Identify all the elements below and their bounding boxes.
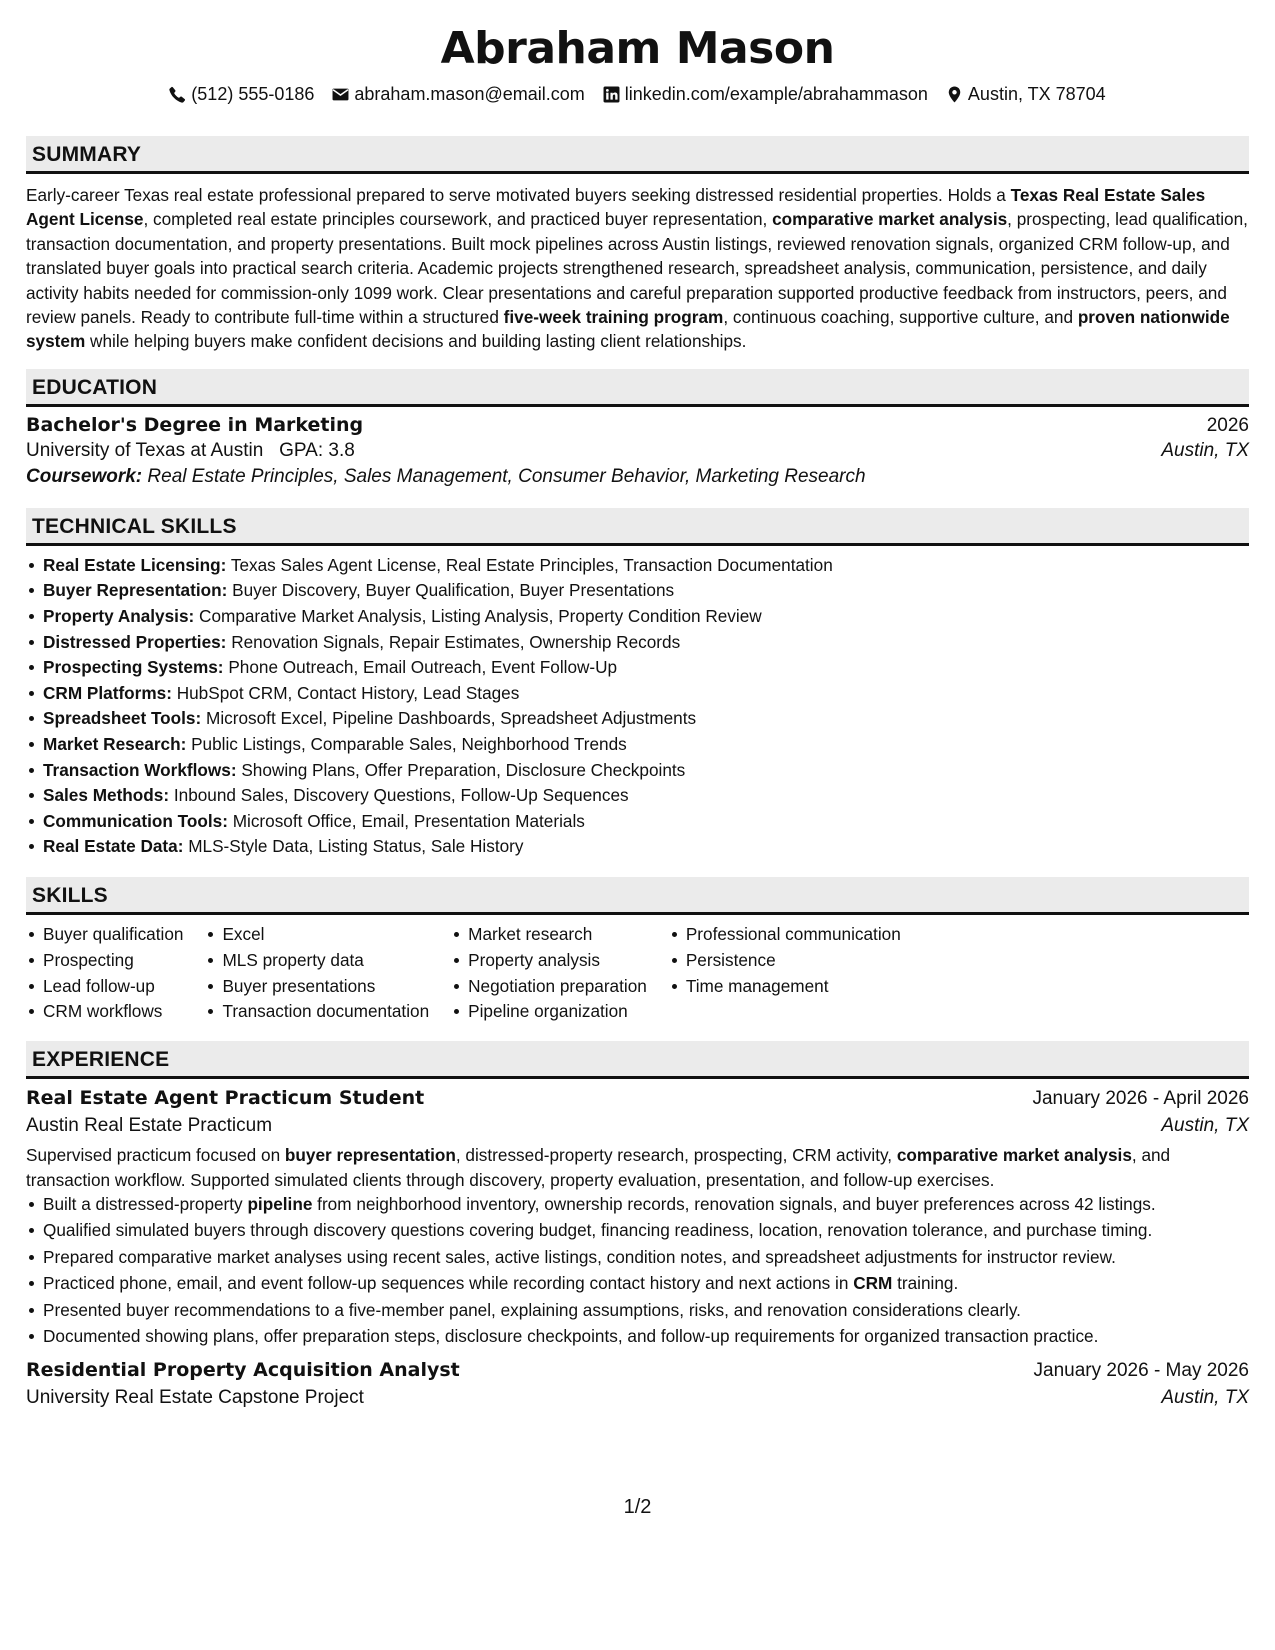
list-item [43, 783, 1249, 809]
list-item: MLS property data [222, 948, 429, 974]
skill-category: Property Analysis: [43, 606, 195, 627]
skill-values: Microsoft Office, Email, Presentation Materials [232, 810, 585, 831]
summary-text: , prospecting, lead qualification, transaction documentation, and property presentations. Built mock pipelines across Austin listings, reviewed renovation signals, organized CRM follow-up, and translated buyer goals into practical search criteria. Academic projects strengthened research, spreadsheet analysis, communication, persistence, and daily activity habits needed for commission-only 1099 work. Clear presentations and careful preparation supported productive feedback from instructors, peers, and review panels. Ready to contribute full-time within a structured [26, 209, 1248, 328]
job-dates: January 2026 - April 2026 [1032, 1088, 1249, 1110]
skills-column [205, 922, 451, 1025]
education-school-row [26, 440, 1249, 462]
skills-column [669, 922, 923, 1025]
job-entry [26, 1359, 1249, 1409]
list-item [43, 681, 1249, 707]
gpa: GPA: 3.8 [279, 439, 355, 461]
job-bullets [26, 1192, 1249, 1348]
skill-values: Comparative Market Analysis, Listing Analysis, Property Condition Review [199, 606, 762, 627]
envelope-icon [332, 86, 349, 103]
list-item [43, 706, 1249, 732]
school-name: University of Texas at Austin [26, 439, 264, 461]
bullet-text: training. [892, 1273, 959, 1294]
list-item: Pipeline organization [468, 999, 647, 1025]
list-item: Negotiation preparation [468, 974, 647, 1000]
summary-emphasis: Texas Real Estate Sales Agent License [26, 185, 1206, 230]
technical-skills-list [26, 553, 1249, 860]
linkedin-icon [603, 86, 620, 103]
job-title-row [26, 1087, 1249, 1110]
job-summary-text: Supervised practicum focused on [26, 1145, 285, 1166]
skill-category: Buyer Representation: [43, 580, 228, 601]
list-item: Transaction documentation [222, 999, 429, 1025]
contact-location [946, 82, 1106, 106]
linkedin-text[interactable]: linkedin.com/example/abrahammason [624, 84, 928, 104]
job-summary-text: , distressed-property research, prospecting, CRM activity, [455, 1145, 897, 1166]
list-item [43, 834, 1249, 860]
list-item: Market research [468, 922, 647, 948]
list-item: Professional communication [686, 922, 901, 948]
skill-values: MLS-Style Data, Listing Status, Sale History [188, 836, 524, 857]
job-summary-emphasis: buyer representation [284, 1145, 456, 1166]
coursework-label: Coursework: [26, 465, 143, 487]
summary-text: , continuous coaching, supportive culture, and [723, 307, 1078, 328]
graduation-year: 2026 [1206, 414, 1249, 436]
summary-text: while helping buyers make confident decisions and building lasting client relationships. [85, 331, 747, 352]
job-org-row [26, 1387, 1249, 1409]
skill-values: Renovation Signals, Repair Estimates, Ownership Records [231, 631, 681, 652]
job-location: Austin, TX [1161, 1387, 1249, 1409]
job-summary-text: , and transaction workflow. Supported simulated clients through discovery, property evaluation, presentation, and follow-up exercises. [26, 1145, 1171, 1190]
summary-text: , completed real estate principles coursework, and practiced buyer representation, [143, 209, 773, 230]
coursework-line [26, 466, 1249, 488]
list-item [43, 1192, 1249, 1216]
summary-emphasis: proven nationwide system [26, 307, 1230, 352]
school-location: Austin, TX [1161, 439, 1249, 461]
degree-title: Bachelor's Degree in Marketing [26, 413, 364, 436]
job-summary-emphasis: comparative market analysis [896, 1145, 1132, 1166]
skill-category: Communication Tools: [43, 810, 228, 831]
skill-values: Microsoft Excel, Pipeline Dashboards, Spreadsheet Adjustments [206, 708, 697, 729]
list-item [43, 630, 1249, 656]
skill-values: Buyer Discovery, Buyer Qualification, Buyer Presentations [232, 580, 675, 601]
job-title: Residential Property Acquisition Analyst [26, 1359, 460, 1382]
list-item [43, 655, 1249, 681]
contact-linkedin[interactable] [603, 82, 928, 106]
skills-column [26, 922, 205, 1025]
bullet-text: Presented buyer recommendations to a five-member panel, explaining assumptions, risks, and renovation considerations clearly. [43, 1299, 1021, 1320]
section-heading-experience: EXPERIENCE [26, 1041, 1249, 1079]
map-pin-icon [946, 86, 963, 103]
list-item: Buyer qualification [43, 922, 183, 948]
skill-values: Phone Outreach, Email Outreach, Event Follow-Up [228, 657, 618, 678]
list-item: CRM workflows [43, 999, 183, 1025]
job-title-row [26, 1359, 1249, 1382]
list-item [43, 1298, 1249, 1322]
list-item: Buyer presentations [222, 974, 429, 1000]
list-item [43, 732, 1249, 758]
skill-values: Texas Sales Agent License, Real Estate Principles, Transaction Documentation [230, 554, 833, 575]
contact-line [26, 82, 1249, 106]
candidate-name: Abraham Mason [440, 23, 835, 74]
location-text: Austin, TX 78704 [967, 84, 1106, 104]
list-item [43, 1271, 1249, 1295]
education-degree-row [26, 414, 1249, 437]
list-item: Time management [686, 974, 901, 1000]
summary-text: Early-career Texas real estate professional prepared to serve motivated buyers seeking distressed residential properties. Holds a [26, 185, 1011, 205]
bullet-text: Prepared comparative market analyses using recent sales, active listings, condition notes, and spreadsheet adjustments for instructor review. [43, 1246, 1116, 1267]
job-org-row [26, 1115, 1249, 1137]
bullet-emphasis: CRM [853, 1273, 893, 1294]
skill-category: Prospecting Systems: [43, 657, 224, 678]
skill-values: Inbound Sales, Discovery Questions, Follow-Up Sequences [173, 785, 629, 806]
list-item [43, 1218, 1249, 1242]
bullet-text: Qualified simulated buyers through discovery questions covering budget, financing readiness, location, renovation tolerance, and purchase timing. [43, 1220, 1153, 1241]
list-item [43, 553, 1249, 579]
skill-category: Spreadsheet Tools: [43, 708, 202, 729]
skill-values: HubSpot CRM, Contact History, Lead Stages [176, 682, 520, 703]
school-line [26, 440, 355, 462]
skill-category: Sales Methods: [43, 785, 170, 806]
job-location: Austin, TX [1161, 1115, 1249, 1137]
job-title: Real Estate Agent Practicum Student [26, 1087, 425, 1110]
phone-text: (512) 555-0186 [191, 84, 315, 104]
list-item [43, 1245, 1249, 1269]
section-heading-skills: SKILLS [26, 877, 1249, 915]
list-item: Prospecting [43, 948, 183, 974]
summary-paragraph [26, 183, 1249, 354]
bullet-text: Built a distressed-property [43, 1193, 248, 1214]
bullet-text: Practiced phone, email, and event follow-up sequences while recording contact history and next actions in [43, 1273, 854, 1294]
list-item [43, 809, 1249, 835]
contact-email[interactable] [332, 82, 584, 106]
bullet-text: Documented showing plans, offer preparation steps, disclosure checkpoints, and follow-up requirements for organized transaction practice. [43, 1326, 1099, 1346]
skill-category: Transaction Workflows: [43, 759, 237, 780]
skills-column [451, 922, 669, 1025]
list-item [43, 1324, 1249, 1348]
list-item [43, 604, 1249, 630]
skill-category: Market Research: [43, 734, 187, 754]
skill-category: Real Estate Licensing: [43, 554, 227, 575]
skills-grid [26, 922, 1249, 1025]
list-item: Persistence [686, 948, 901, 974]
skill-values: Showing Plans, Offer Preparation, Disclosure Checkpoints [241, 759, 686, 780]
section-heading-technical-skills: TECHNICAL SKILLS [26, 508, 1249, 546]
job-summary [26, 1143, 1249, 1192]
summary-emphasis: five-week training program [503, 307, 724, 328]
contact-phone [169, 82, 314, 106]
phone-icon [169, 86, 186, 103]
bullet-emphasis: pipeline [247, 1193, 313, 1214]
list-item: Excel [222, 922, 429, 948]
job-organization: Austin Real Estate Practicum [26, 1115, 273, 1137]
skill-category: Distressed Properties: [43, 631, 227, 652]
section-heading-education: EDUCATION [26, 369, 1249, 407]
coursework-list: Real Estate Principles, Sales Management, Consumer Behavior, Marketing Research [147, 465, 866, 487]
list-item [43, 758, 1249, 784]
email-text[interactable]: abraham.mason@email.com [354, 84, 585, 104]
summary-emphasis: comparative market analysis [772, 209, 1008, 230]
list-item [43, 578, 1249, 604]
section-heading-summary: SUMMARY [26, 136, 1249, 174]
job-entry [26, 1087, 1249, 1348]
bullet-text: from neighborhood inventory, ownership records, renovation signals, and buyer preferences across 42 listings. [312, 1193, 1156, 1214]
job-dates: January 2026 - May 2026 [1033, 1360, 1249, 1382]
skill-category: CRM Platforms: [43, 682, 172, 703]
skill-values: Public Listings, Comparable Sales, Neighborhood Trends [191, 734, 627, 754]
list-item: Lead follow-up [43, 974, 183, 1000]
job-organization: University Real Estate Capstone Project [26, 1387, 364, 1409]
page-number: 1/2 [623, 1496, 652, 1518]
list-item: Property analysis [468, 948, 647, 974]
skill-category: Real Estate Data: [43, 836, 184, 857]
